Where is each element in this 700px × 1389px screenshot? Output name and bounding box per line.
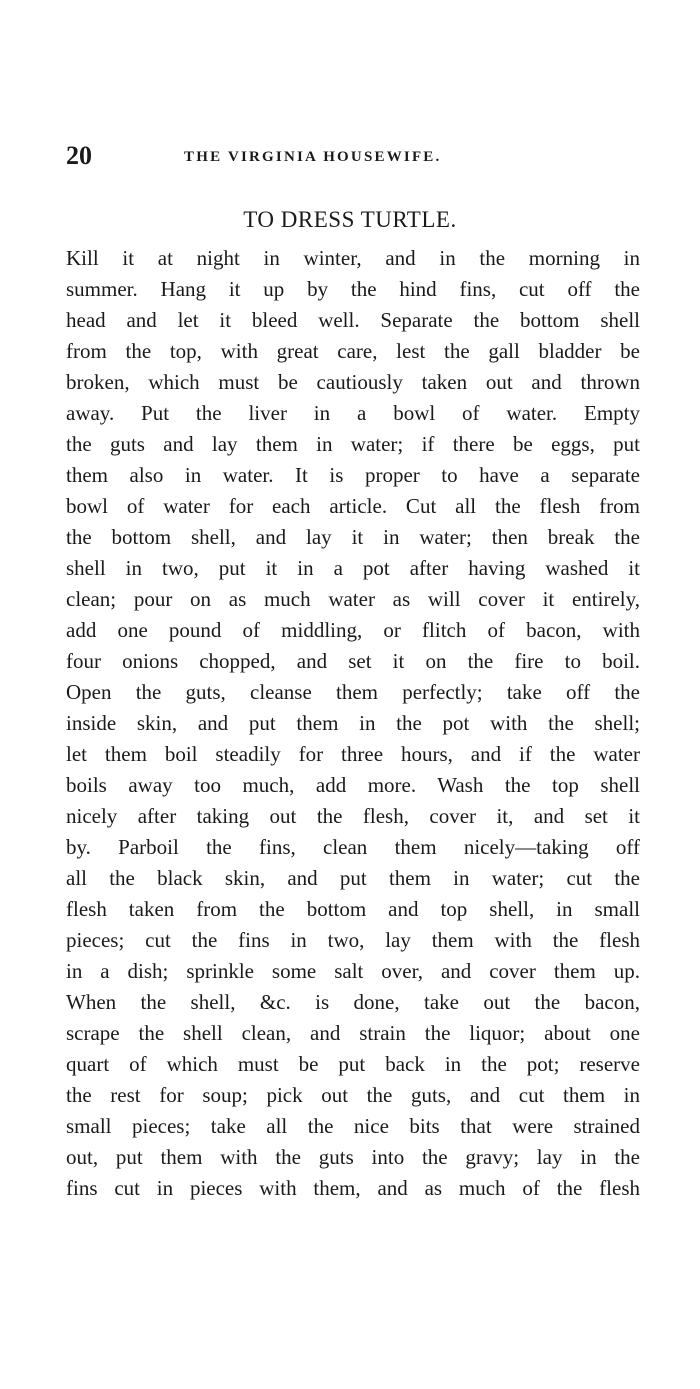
text-line: clean; pour on as much water as will cover it entirely, [66,587,640,611]
recipe-body [66,243,640,1204]
text-line: Kill it at night in winter, and in the morning in [66,246,640,270]
text-line: them also in water. It is proper to have a separate [66,463,640,487]
text-line: from the top, with great care, lest the gall bladder be [66,339,640,363]
text-line: shell in two, put it in a pot after having washed it [66,556,640,580]
text-line: four onions chopped, and set it on the fire to boil. [66,649,640,673]
text-line: Open the guts, cleanse them perfectly; take off the [66,680,640,704]
running-head [66,140,640,172]
text-line: by. Parboil the fins, clean them nicely—taking off [66,835,640,859]
text-line: nicely after taking out the flesh, cover it, and set it [66,804,640,828]
text-line: When the shell, &c. is done, take out the bacon, [66,990,640,1014]
text-line: the guts and lay them in water; if there be eggs, put [66,432,640,456]
text-line: summer. Hang it up by the hind fins, cut off the [66,277,640,301]
running-title: THE VIRGINIA HOUSEWIFE. [184,149,442,165]
text-line: the rest for soup; pick out the guts, and cut them in [66,1083,640,1107]
text-line: let them boil steadily for three hours, and if the water [66,742,640,766]
text-line: inside skin, and put them in the pot with the shell; [66,711,640,735]
section-title: TO DRESS TURTLE. [243,207,457,232]
text-line: the bottom shell, and lay it in water; then break the [66,525,640,549]
text-line: away. Put the liver in a bowl of water. Empty [66,401,640,425]
text-line: in a dish; sprinkle some salt over, and cover them up. [66,959,640,983]
page-number: 20 [66,141,92,170]
text-line: boils away too much, add more. Wash the top shell [66,773,640,797]
text-line: bowl of water for each article. Cut all the flesh from [66,494,640,518]
text-line: head and let it bleed well. Separate the bottom shell [66,308,640,332]
text-line: pieces; cut the fins in two, lay them with the flesh [66,928,640,952]
text-line: fins cut in pieces with them, and as much of the flesh [66,1176,640,1200]
text-line: quart of which must be put back in the pot; reserve [66,1052,640,1076]
text-line: add one pound of middling, or flitch of bacon, with [66,618,640,642]
text-line: small pieces; take all the nice bits that were strained [66,1114,640,1138]
text-line: all the black skin, and put them in water; cut the [66,866,640,890]
text-line: out, put them with the guts into the gravy; lay in the [66,1145,640,1169]
text-line: flesh taken from the bottom and top shell, in small [66,897,640,921]
text-line: scrape the shell clean, and strain the liquor; about one [66,1021,640,1045]
text-line: broken, which must be cautiously taken out and thrown [66,370,640,394]
